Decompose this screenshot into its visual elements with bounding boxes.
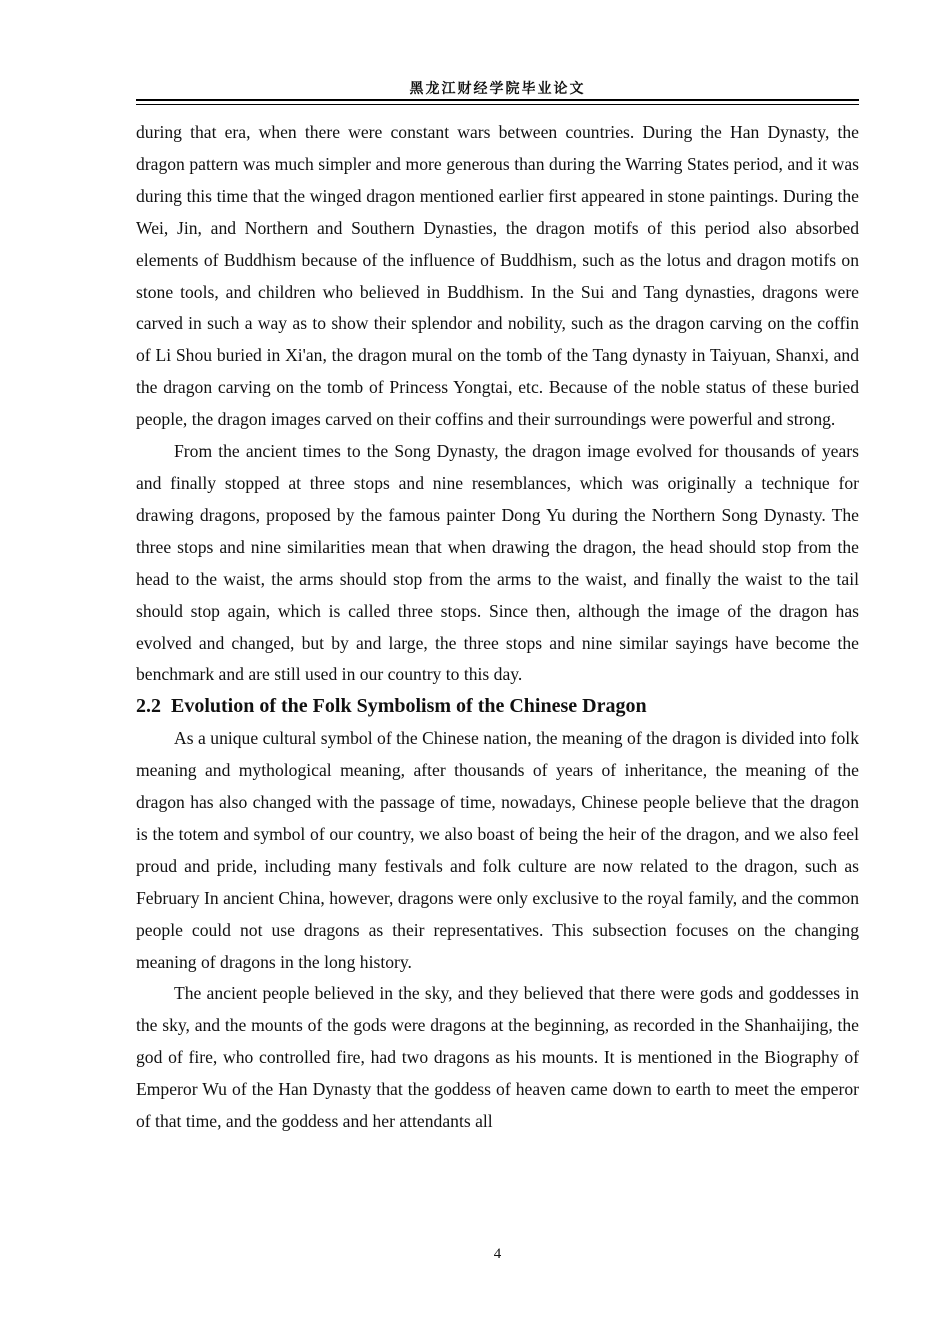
header-rule-thin	[136, 104, 859, 105]
header-rule-thick	[136, 99, 859, 101]
paragraph: The ancient people believed in the sky, and they believed that there were gods and goddesses in the sky, and the mounts of the gods were dragons at the beginning, as recorded in the Shanhaijing, the god of fire, who controlled fire, had two dragons as his mounts. It is mentioned in the Biography of Emperor Wu of the Han Dynasty that the goddess of heaven came down to earth to meet the emperor of that time, and the goddess and her attendants all	[136, 983, 859, 1132]
section-number: 2.2	[136, 695, 161, 718]
section-heading	[136, 691, 859, 723]
paragraph: From the ancient times to the Song Dynasty, the dragon image evolved for thousands of years and finally stopped at three stops and nine resemblances, which was originally a technique for drawing dragons, proposed by the famous painter Dong Yu during the Northern Song Dynasty. The three stops and nine similarities mean that when drawing the dragon, the head should stop from the head to the waist, the arms should stop from the arms to the waist, and finally the waist to the tail should stop again, which is called three stops. Since then, although the image of the dragon has evolved and changed, but by and large, the three stops and nine similar sayings have become the benchmark and are still used in our country to this day.	[136, 441, 859, 685]
page-body	[136, 117, 859, 1138]
section-title: Evolution of the Folk Symbolism of the Chinese Dragon	[171, 695, 647, 718]
paragraph: during that era, when there were constant wars between countries. During the Han Dynasty, the dragon pattern was much simpler and more generous than during the Warring States period, and it was during this time that the winged dragon mentioned earlier first appeared in stone paintings. During the Wei, Jin, and Northern and Southern Dynasties, the dragon motifs of this period also absorbed elements of Buddhism because of the influence of Buddhism, such as the lotus and dragon motifs on stone tools, and children who believed in Buddhism. In the Sui and Tang dynasties, dragons were carved in such a way as to show their splendor and nobility, such as the dragon carving on the coffin of Li Shou buried in Xi'an, the dragon mural on the tomb of the Tang dynasty in Taiyuan, Shanxi, and the dragon carving on the tomb of Princess Yongtai, etc. Because of the noble status of these buried people, the dragon images carved on their coffins and their surroundings were powerful and strong.	[136, 122, 859, 430]
paragraph: As a unique cultural symbol of the Chinese nation, the meaning of the dragon is divided into folk meaning and mythological meaning, after thousands of years of inheritance, the meaning of the dragon has also changed with the passage of time, nowadays, Chinese people believe that the dragon is the totem and symbol of our country, we also boast of being the heir of the dragon, and we also feel proud and pride, including many festivals and folk culture are now related to the dragon, such as February In ancient China, however, dragons were only exclusive to the royal family, and the common people could not use dragons as their representatives. This subsection focuses on the changing meaning of dragons in the long history.	[136, 728, 859, 972]
running-header: 黑龙江财经学院毕业论文	[409, 81, 586, 97]
page-number: 4	[493, 1246, 502, 1262]
